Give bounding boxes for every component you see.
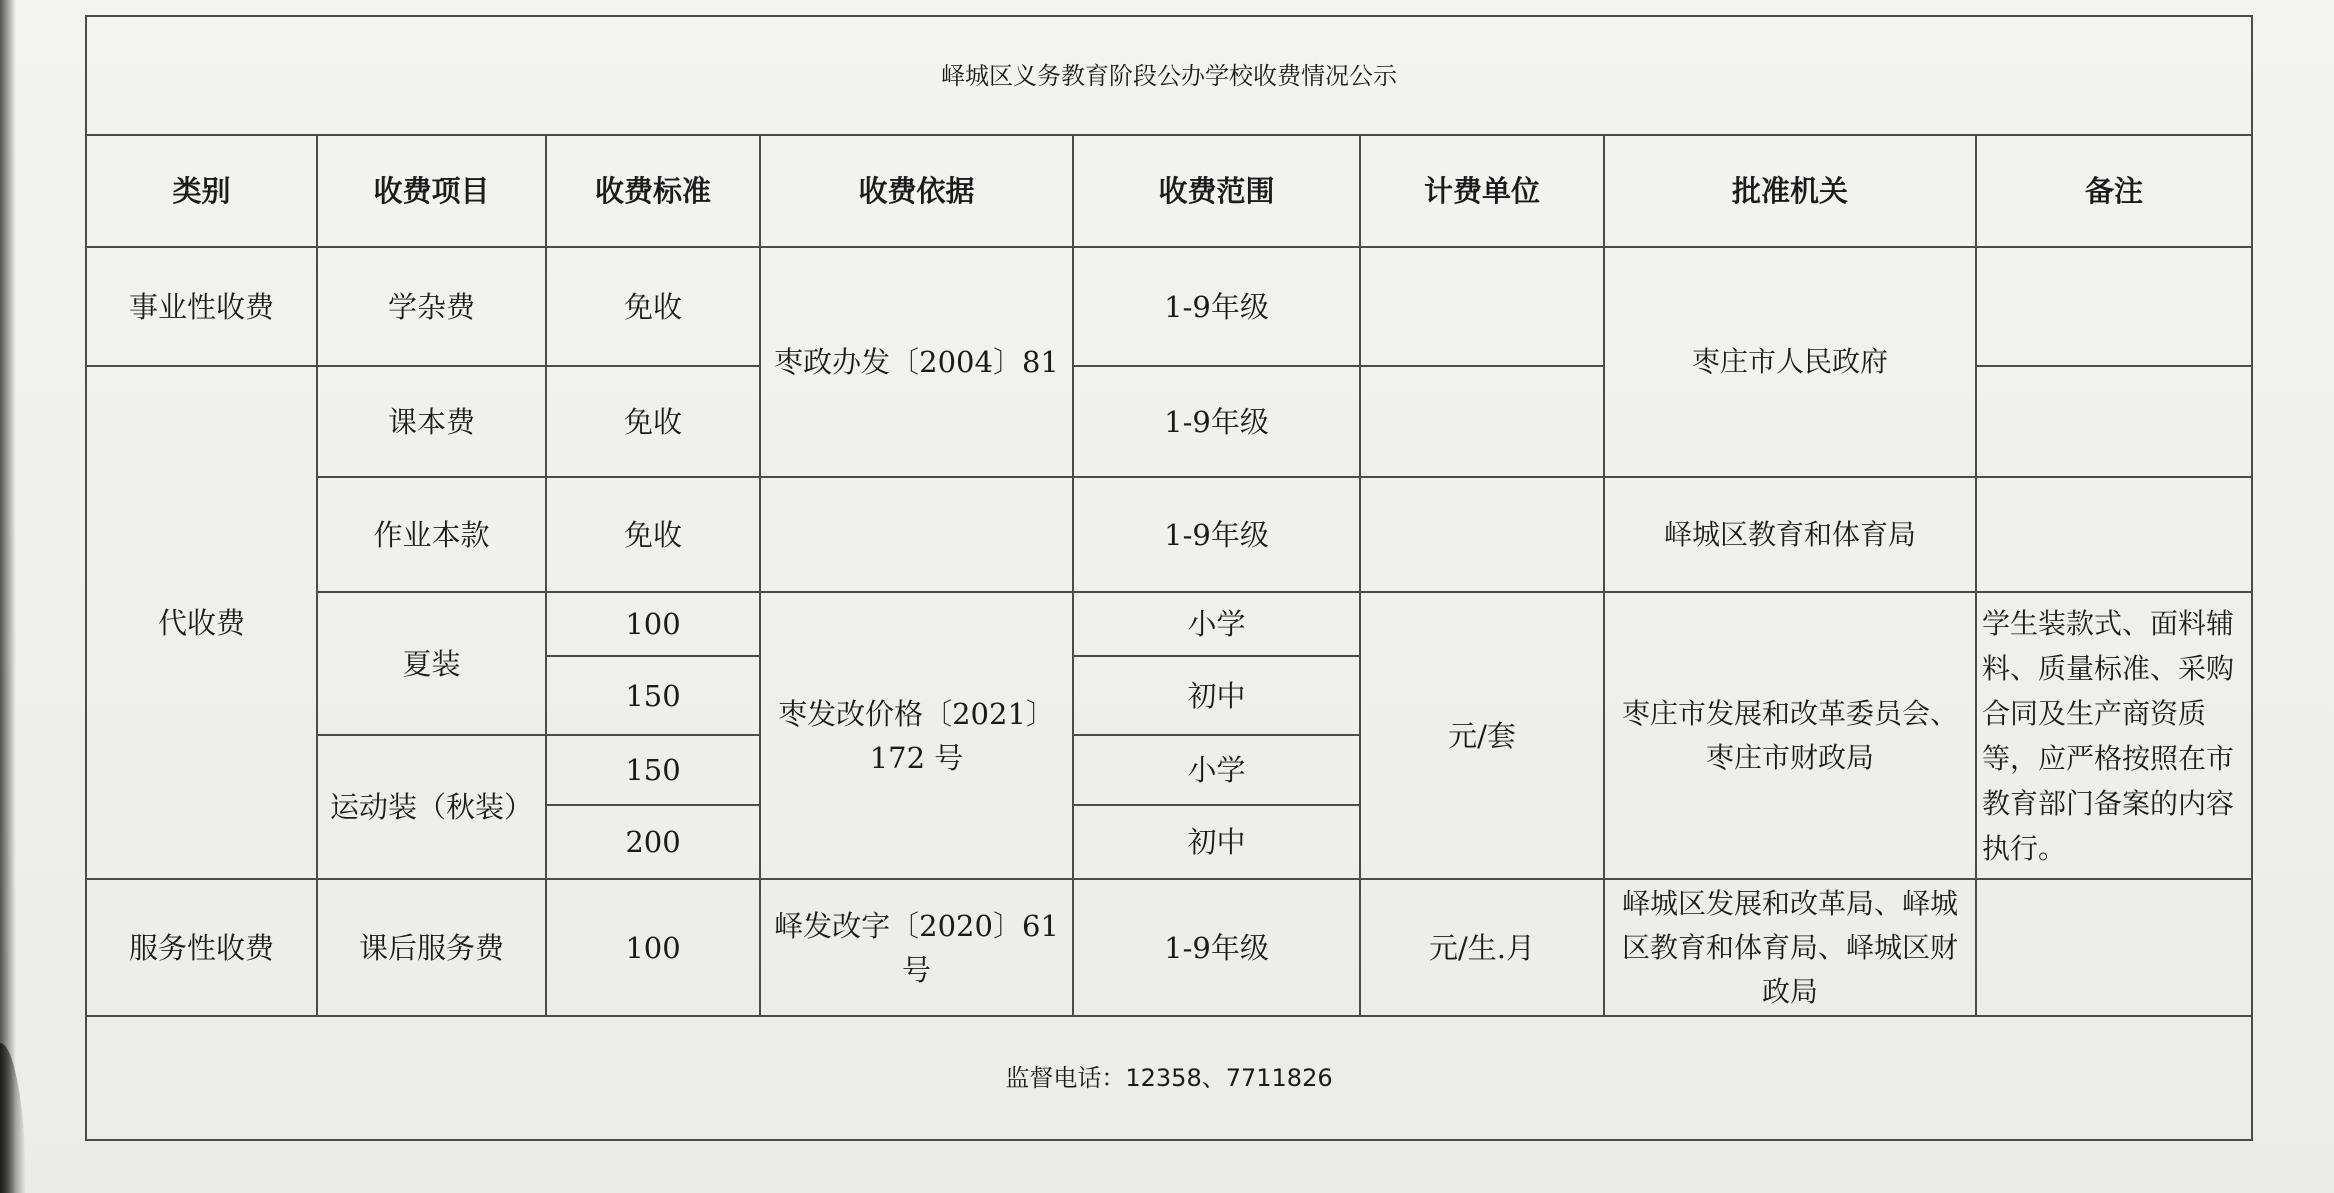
paper-edge-shadow [0, 0, 16, 1193]
table-row [86, 247, 2252, 366]
paper-corner-shadow [0, 1043, 26, 1193]
authority-cell: 峄城区教育和体育局 [1604, 477, 1976, 592]
authority-cell: 枣庄市发展和改革委员会、 枣庄市财政局 [1604, 592, 1976, 879]
standard-cell: 免收 [546, 477, 760, 592]
header-remark: 备注 [1976, 135, 2252, 247]
item-cell: 学杂费 [317, 247, 546, 366]
scope-cell: 初中 [1073, 656, 1360, 735]
item-cell: 课后服务费 [317, 879, 546, 1016]
remark-cell-empty [1976, 247, 2252, 366]
standard-cell: 150 [546, 735, 760, 805]
basis-cell: 枣政办发〔2004〕81 [760, 247, 1073, 477]
header-scope: 收费范围 [1073, 135, 1360, 247]
header-item: 收费项目 [317, 135, 546, 247]
scope-cell: 1-9年级 [1073, 247, 1360, 366]
category-cell: 服务性收费 [86, 879, 317, 1016]
header-authority: 批准机关 [1604, 135, 1976, 247]
scope-cell: 小学 [1073, 735, 1360, 805]
standard-cell: 免收 [546, 366, 760, 477]
table-row [86, 592, 2252, 656]
item-cell: 课本费 [317, 366, 546, 477]
authority-cell: 枣庄市人民政府 [1604, 247, 1976, 477]
scope-cell: 1-9年级 [1073, 366, 1360, 477]
remark-cell-empty [1976, 366, 2252, 477]
item-cell: 运动装（秋装） [317, 735, 546, 879]
table-row [86, 879, 2252, 1016]
scope-cell: 小学 [1073, 592, 1360, 656]
scope-cell: 1-9年级 [1073, 879, 1360, 1016]
standard-cell: 200 [546, 805, 760, 879]
scope-cell: 1-9年级 [1073, 477, 1360, 592]
category-cell: 事业性收费 [86, 247, 317, 366]
item-cell: 夏装 [317, 592, 546, 735]
unit-cell-empty [1360, 477, 1604, 592]
standard-cell: 100 [546, 879, 760, 1016]
unit-cell: 元/套 [1360, 592, 1604, 879]
item-cell: 作业本款 [317, 477, 546, 592]
header-category: 类别 [86, 135, 317, 247]
remark-cell-empty [1976, 879, 2252, 1016]
basis-cell: 枣发改价格〔2021〕 172 号 [760, 592, 1073, 879]
remark-cell: 学生装款式、面料辅 料、质量标准、采购 合同及生产商资质 等，应严格按照在市 教育部门备案的内容 执行。 [1976, 592, 2252, 879]
fee-disclosure-table [85, 15, 2253, 1141]
authority-cell: 峄城区发展和改革局、峄城 区教育和体育局、峄城区财 政局 [1604, 879, 1976, 1016]
supervision-hotline: 监督电话：12358、7711826 [86, 1016, 2252, 1140]
header-unit: 计费单位 [1360, 135, 1604, 247]
unit-cell: 元/生.月 [1360, 879, 1604, 1016]
standard-cell: 免收 [546, 247, 760, 366]
table-title: 峄城区义务教育阶段公办学校收费情况公示 [86, 16, 2252, 135]
basis-cell-empty [760, 477, 1073, 592]
standard-cell: 100 [546, 592, 760, 656]
header-standard: 收费标准 [546, 135, 760, 247]
unit-cell-empty [1360, 366, 1604, 477]
category-cell: 代收费 [86, 366, 317, 879]
standard-cell: 150 [546, 656, 760, 735]
title-row [86, 16, 2252, 135]
footer-row [86, 1016, 2252, 1140]
scope-cell: 初中 [1073, 805, 1360, 879]
table-row [86, 477, 2252, 592]
remark-cell-empty [1976, 477, 2252, 592]
basis-cell: 峄发改字〔2020〕61号 [760, 879, 1073, 1016]
header-basis: 收费依据 [760, 135, 1073, 247]
unit-cell-empty [1360, 247, 1604, 366]
header-row [86, 135, 2252, 247]
